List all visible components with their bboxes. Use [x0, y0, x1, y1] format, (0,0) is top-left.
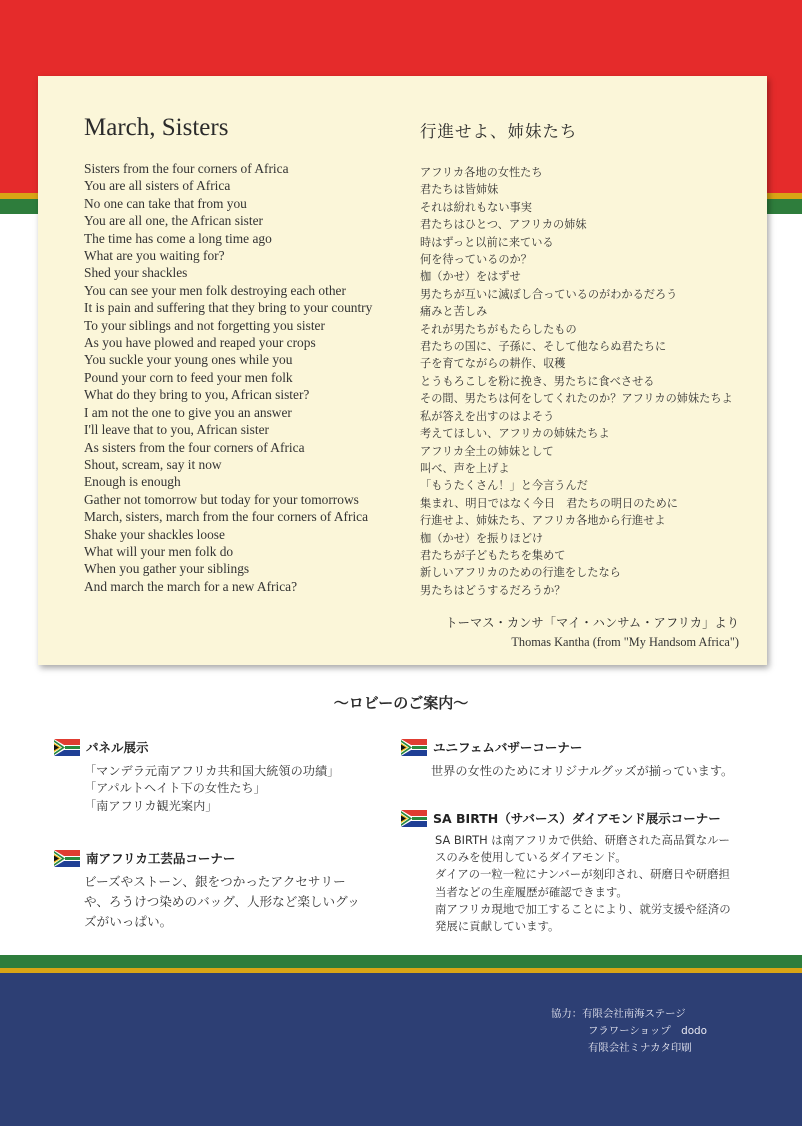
unifem-title: ユニフェムバザーコーナー — [433, 740, 583, 755]
poem-line-en: Sisters from the four corners of Africa — [84, 161, 289, 176]
sabirth-section — [401, 809, 731, 935]
poem-line-ja: 痛みと苦しみ — [420, 305, 488, 319]
crafts-line: ズがいっぱい。 — [84, 914, 173, 929]
poem-credit-ja: トーマス・カンサ「マイ・ハンサム・アフリカ」より — [445, 616, 739, 630]
poem-line-ja: 君たちは皆姉妹 — [420, 183, 499, 197]
poem-line-ja: それは紛れもない事実 — [420, 200, 532, 214]
crafts-heading — [54, 849, 360, 867]
panel-exhibition-title: パネル展示 — [86, 740, 149, 755]
unifem-line: 世界の女性のためにオリジナルグッズが揃っています。 — [431, 764, 734, 778]
panel-exhibition-heading — [54, 738, 339, 756]
poem-line-en: You are all one, the African sister — [84, 213, 263, 229]
poem-line-en: No one can take that from you — [84, 195, 247, 211]
poem-line-ja: 何を待っているのか？ — [420, 253, 532, 267]
poem-line-ja: 君たちはひとつ、アフリカの姉妹 — [420, 218, 587, 232]
panel-item: 「マンデラ元南アフリカ共和国大統領の功績」 — [84, 764, 340, 778]
poem-line-ja: 時はずっと以前に来ている — [420, 235, 554, 249]
poem-line-ja: 叫べ、声を上げよ — [420, 461, 510, 475]
crafts-section — [54, 849, 360, 932]
poem-title-ja: 行進せよ、姉妹たち — [420, 122, 578, 141]
poem-line-en: Shed your shackles — [84, 265, 188, 281]
poem-line-en: What do they bring to you, African sister? — [84, 387, 310, 403]
poem-line-ja: 集まれ、明日ではなく今日 君たちの明日のために — [420, 496, 678, 510]
poem-line-ja: 君たちが子どもたちを集めて — [420, 548, 566, 562]
poem-line-ja: 子を育てながらの耕作、収穫 — [420, 357, 566, 371]
poem-card — [38, 76, 767, 665]
cooperation-line: フラワーショップ dodo — [588, 1025, 708, 1037]
poem-japanese — [420, 118, 750, 599]
poem-english — [84, 114, 424, 595]
poem-line-en: You suckle your young ones while you — [84, 352, 293, 368]
unifem-heading — [401, 738, 733, 756]
poem-lines-en — [84, 160, 424, 595]
panel-item: 「アパルトヘイト下の女性たち」 — [84, 781, 266, 796]
poem-line-en: You can see your men folk destroying each other — [84, 282, 346, 298]
poem-line-en: I'll leave that to you, African sister — [84, 422, 269, 438]
sabirth-line: 南アフリカ現地で加工することにより、就労支援や経済の — [435, 901, 731, 916]
poem-line-en: As sisters from the four corners of Africa — [84, 439, 305, 455]
poem-credit-en: Thomas Kantha (from "My Handsom Africa") — [511, 635, 739, 649]
cooperation-line: 協力：有限会社南海ステージ — [551, 1008, 686, 1020]
poem-line-ja: アフリカ全土の姉妹として — [420, 444, 554, 458]
sabirth-line: スのみを使用しているダイアモンド。 — [435, 850, 627, 865]
poem-line-en: When you gather your siblings — [84, 561, 250, 577]
poem-line-ja: 新しいアフリカのための行進をしたなら — [420, 566, 621, 580]
poem-line-en: You are all sisters of Africa — [84, 178, 231, 194]
poem-line-en: It is pain and suffering that they bring to your country — [84, 300, 373, 316]
crafts-description — [84, 872, 360, 932]
poem-line-en: March, sisters, march from the four corners of Africa — [84, 509, 369, 525]
poem-line-en: As you have plowed and reaped your crops — [84, 335, 316, 351]
sabirth-line: 当者などの生産履歴が確認できます。 — [435, 884, 628, 899]
poem-line-ja: 行進せよ、姉妹たち、アフリカ各地から行進せよ — [420, 514, 666, 528]
poem-line-en: The time has come a long time ago — [84, 230, 272, 246]
panel-exhibition-section — [54, 738, 339, 815]
poem-line-en: Enough is enough — [84, 474, 181, 490]
south-africa-flag-icon — [54, 739, 80, 756]
poem-line-ja: とうもろこしを粉に挽き、男たちに食べさせる — [420, 374, 655, 388]
south-africa-flag-icon — [54, 850, 80, 867]
poem-lines-ja — [420, 164, 750, 599]
poem-line-en: To your siblings and not forgetting you sister — [84, 317, 325, 333]
sabirth-line: ダイアの一粒一粒にナンバーが刻印され、研磨日や研磨担 — [435, 867, 730, 882]
lobby-title: ～ロビーのご案内～ — [333, 694, 469, 712]
poem-line-ja: 私が答えを出すのはよそう — [420, 409, 555, 423]
poem-line-ja: 男たちが互いに滅ぼし合っているのがわかるだろう — [420, 287, 678, 301]
poem-title-en: March, Sisters — [84, 114, 229, 141]
poem-line-ja: 君たちの国に、子孫に、そして他ならぬ君たちに — [420, 340, 667, 354]
cooperation-line: 有限会社ミナカタ印刷 — [588, 1042, 692, 1054]
poem-line-en: What are you waiting for? — [84, 248, 225, 264]
poem-line-ja: 男たちはどうするだろうか？ — [420, 583, 566, 597]
cooperation-credits — [551, 1006, 707, 1057]
poem-line-en: Gather not tomorrow but today for your tomorrows — [84, 491, 359, 507]
sabirth-description — [435, 832, 731, 935]
panel-exhibition-list — [84, 763, 339, 815]
unifem-description — [431, 763, 733, 780]
poem-line-ja: 枷（かせ）をはずせ — [420, 270, 521, 284]
sabirth-heading — [401, 809, 731, 827]
sabirth-title: SA BIRTH（サバース）ダイアモンド展示コーナー — [433, 811, 721, 826]
south-africa-flag-icon — [401, 810, 427, 827]
poem-line-en: Pound your corn to feed your men folk — [84, 369, 293, 385]
poem-line-en: Shake your shackles loose — [84, 526, 225, 542]
poem-line-ja: アフリカ各地の女性たち — [420, 166, 543, 179]
green-stripe-bottom — [0, 955, 802, 968]
sabirth-line: 発展に貢献しています。 — [435, 919, 560, 934]
south-africa-flag-icon — [401, 739, 427, 756]
poem-line-en: And march the march for a new Africa? — [84, 578, 298, 594]
poem-line-en: Shout, scream, say it now — [84, 456, 222, 472]
crafts-line: ビーズやストーン、銀をつかったアクセサリー — [84, 874, 346, 889]
unifem-section — [401, 738, 733, 780]
poem-line-ja: 考えてほしい、アフリカの姉妹たちよ — [420, 427, 610, 441]
poem-line-ja: 枷（かせ）を振りほどけ — [420, 531, 544, 545]
poem-line-ja: それが男たちがもたらしたもの — [420, 322, 577, 336]
crafts-line: や、ろうけつ染めのバッグ、人形など楽しいグッ — [84, 894, 360, 909]
sabirth-line: SA BIRTH は南アフリカで供給、研磨された高品質なルー — [435, 833, 730, 847]
poem-line-ja: その間、男たちは何をしてくれたのか？アフリカの姉妹たちよ — [420, 392, 733, 406]
poem-line-en: I am not the one to give you an answer — [84, 404, 292, 420]
poem-line-ja: 「もうたくさん！」と今言うんだ — [420, 479, 588, 493]
crafts-title: 南アフリカ工芸品コーナー — [86, 851, 236, 866]
panel-item: 「南アフリカ観光案内」 — [84, 798, 218, 813]
poem-line-en: What will your men folk do — [84, 543, 234, 559]
